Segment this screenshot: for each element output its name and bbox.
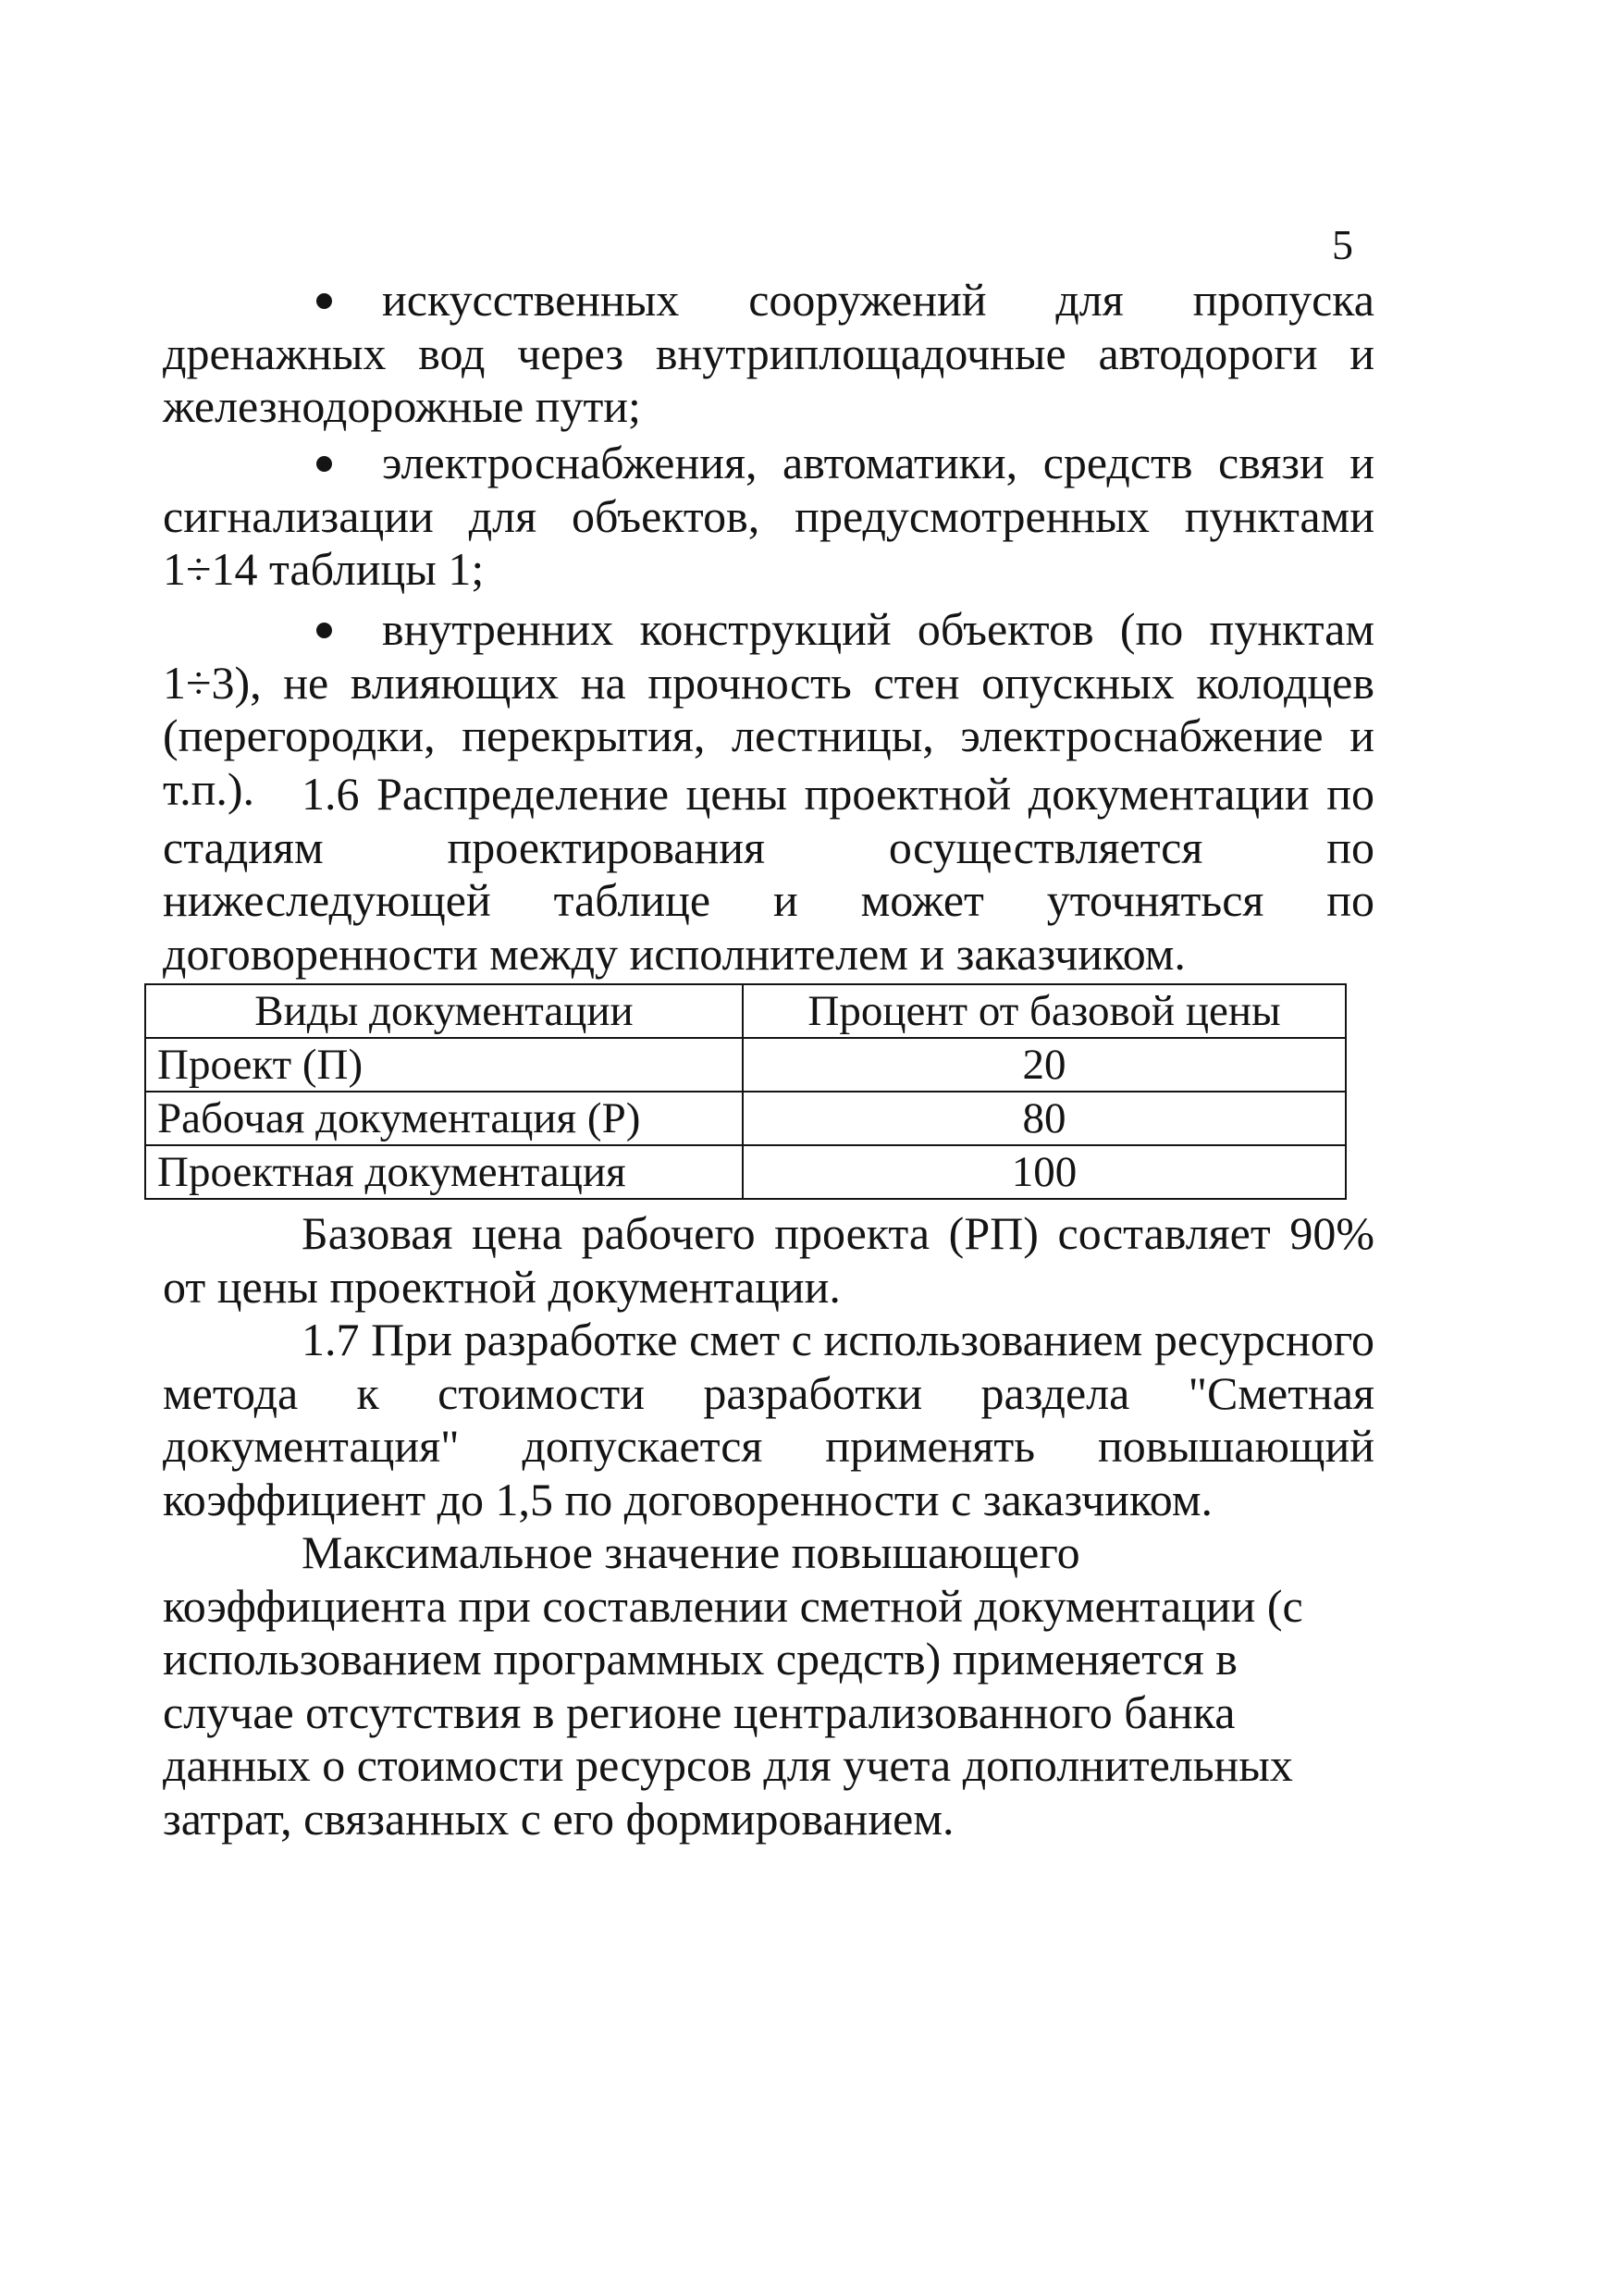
bullet-text-3: внутренних конструкций объектов (по пунктам 1÷3), не влияющих на прочность стен опускных колодцев (перегородки, перекрытия, лестницы, электроснабжение и т.п.). bbox=[163, 603, 1374, 815]
table-header-doc-type: Виды документации bbox=[145, 984, 743, 1038]
table-cell-percent: 100 bbox=[743, 1145, 1346, 1199]
table-row bbox=[145, 1038, 1346, 1092]
paragraph-max-coefficient bbox=[163, 1526, 1365, 1845]
table-header-percent: Процент от базовой цены bbox=[743, 984, 1346, 1038]
table-row bbox=[145, 1092, 1346, 1145]
price-distribution-table bbox=[144, 983, 1347, 1200]
table-cell-doc-type: Рабочая документация (Р) bbox=[145, 1092, 743, 1145]
table-cell-percent: 20 bbox=[743, 1038, 1346, 1092]
bullet-dot-icon bbox=[316, 456, 332, 472]
bullet-text-2: электроснабжения, автоматики, средств связи и сигнализации для объектов, предусмотренных пунктами 1÷14 таблицы 1; bbox=[163, 437, 1374, 595]
paragraph-base-price-text: Базовая цена рабочего проекта (РП) составляет 90% от цены проектной документации. bbox=[163, 1207, 1374, 1313]
bullet-dot-icon bbox=[316, 293, 332, 309]
bullet-text-1: искусственных сооружений для пропуска дренажных вод через внутриплощадочные автодороги и железнодорожные пути; bbox=[163, 274, 1374, 432]
table-cell-doc-type: Проектная документация bbox=[145, 1145, 743, 1199]
paragraph-1-7-text: 1.7 При разработке смет с использованием ресурсного метода к стоимости разработки раздела "Сметная документация" допускается применять повышающий коэффициент до 1,5 по договоренности с заказчиком. bbox=[163, 1314, 1374, 1525]
bullet-item-1 bbox=[163, 274, 1374, 434]
paragraph-1-7 bbox=[163, 1314, 1374, 1526]
paragraph-base-price bbox=[163, 1207, 1374, 1314]
bullet-item-2 bbox=[163, 437, 1374, 597]
paragraph-max-coefficient-text: Максимальное значение повышающего коэффициента при составлении сметной документации (с использованием программных средств) применяется в случае отсутствия в регионе централизованного банка данных о стоимости ресурсов для учета дополнительных затрат, связанных с его формированием. bbox=[163, 1526, 1303, 1845]
table-cell-doc-type: Проект (П) bbox=[145, 1038, 743, 1092]
table-row bbox=[145, 1145, 1346, 1199]
page-number: 5 bbox=[1332, 221, 1353, 268]
bullet-dot-icon bbox=[316, 623, 332, 638]
table-cell-percent: 80 bbox=[743, 1092, 1346, 1145]
paragraph-1-6 bbox=[163, 768, 1374, 981]
table-header-row bbox=[145, 984, 1346, 1038]
paragraph-1-6-text: 1.6 Распределение цены проектной документации по стадиям проектирования осуществляется по нижеследующей таблице и может уточняться по договоренности между исполнителем и заказчиком. bbox=[163, 768, 1374, 980]
